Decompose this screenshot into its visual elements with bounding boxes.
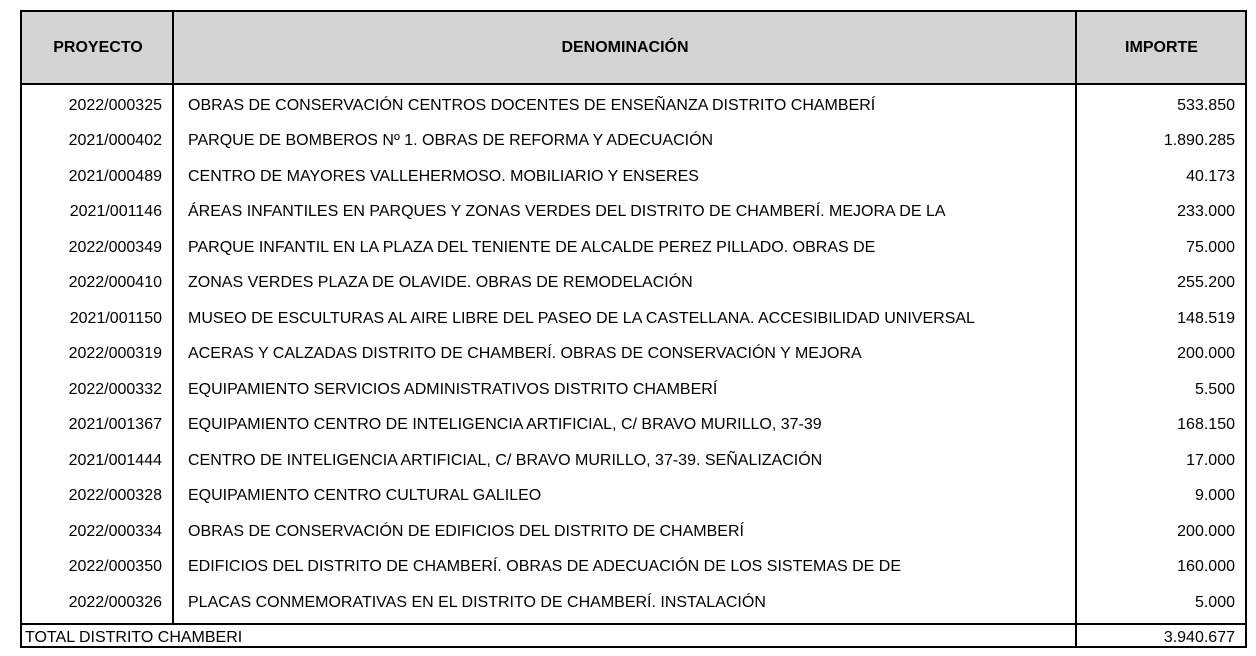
- table-row: [22, 585, 1245, 620]
- cell-importe: 160.000: [1177, 558, 1235, 576]
- cell-denominacion: ÁREAS INFANTILES EN PARQUES Y ZONAS VERDES DEL DISTRITO DE CHAMBERÍ. MEJORA DE LA: [188, 203, 946, 221]
- cell-importe: 148.519: [1177, 309, 1235, 327]
- cell-importe: 200.000: [1177, 345, 1235, 363]
- cell-denominacion: EQUIPAMIENTO SERVICIOS ADMINISTRATIVOS DISTRITO CHAMBERÍ: [188, 380, 718, 398]
- total-label: TOTAL DISTRITO CHAMBERI: [25, 628, 243, 646]
- budget-table: [20, 10, 1247, 648]
- cell-denominacion: CENTRO DE MAYORES VALLEHERMOSO. MOBILIARIO Y ENSERES: [188, 167, 699, 185]
- cell-proyecto: 2021/000402: [68, 132, 162, 150]
- cell-importe: 17.000: [1186, 451, 1235, 469]
- table-row: [22, 124, 1245, 159]
- table-row: [22, 372, 1245, 407]
- cell-proyecto: 2022/000410: [68, 274, 162, 292]
- cell-importe: 5.500: [1194, 380, 1235, 398]
- cell-proyecto: 2021/000489: [68, 167, 162, 185]
- table-row: [22, 159, 1245, 194]
- cell-denominacion: CENTRO DE INTELIGENCIA ARTIFICIAL, C/ BRAVO MURILLO, 37-39. SEÑALIZACIÓN: [188, 451, 823, 469]
- cell-importe: 168.150: [1177, 416, 1235, 434]
- cell-denominacion: EQUIPAMIENTO CENTRO CULTURAL GALILEO: [188, 487, 542, 505]
- cell-denominacion: MUSEO DE ESCULTURAS AL AIRE LIBRE DEL PASEO DE LA CASTELLANA. ACCESIBILIDAD UNIVERSAL: [188, 309, 975, 327]
- cell-denominacion: EDIFICIOS DEL DISTRITO DE CHAMBERÍ. OBRAS DE ADECUACIÓN DE LOS SISTEMAS DE DE: [188, 558, 902, 576]
- table-row: [22, 88, 1245, 123]
- cell-denominacion: OBRAS DE CONSERVACIÓN CENTROS DOCENTES DE ENSEÑANZA DISTRITO CHAMBERÍ: [188, 96, 876, 114]
- table-row: [22, 337, 1245, 372]
- header-importe: IMPORTE: [1125, 38, 1198, 56]
- cell-denominacion: PARQUE DE BOMBEROS Nº 1. OBRAS DE REFORMA Y ADECUACIÓN: [188, 132, 714, 150]
- table-row: [22, 408, 1245, 443]
- header-proyecto: PROYECTO: [53, 38, 143, 56]
- cell-proyecto: 2021/001444: [68, 451, 162, 469]
- cell-denominacion: PLACAS CONMEMORATIVAS EN EL DISTRITO DE CHAMBERÍ. INSTALACIÓN: [188, 593, 766, 611]
- cell-importe: 533.850: [1177, 96, 1235, 114]
- cell-proyecto: 2021/001367: [68, 416, 162, 434]
- table-row: [22, 479, 1245, 514]
- table-row: [22, 230, 1245, 265]
- cell-denominacion: ACERAS Y CALZADAS DISTRITO DE CHAMBERÍ. OBRAS DE CONSERVACIÓN Y MEJORA: [188, 345, 862, 363]
- cell-proyecto: 2021/001146: [69, 203, 162, 221]
- cell-denominacion: EQUIPAMIENTO CENTRO DE INTELIGENCIA ARTIFICIAL, C/ BRAVO MURILLO, 37-39: [188, 416, 822, 434]
- cell-proyecto: 2022/000349: [68, 238, 162, 256]
- cell-importe: 9.000: [1194, 487, 1235, 505]
- table-row: [22, 195, 1245, 230]
- cell-importe: 1.890.285: [1163, 132, 1235, 150]
- cell-importe: 200.000: [1177, 522, 1235, 540]
- total-value: 3.940.677: [1163, 628, 1235, 646]
- total-row: [22, 623, 1245, 650]
- header-denominacion: DENOMINACIÓN: [561, 38, 689, 56]
- cell-proyecto: 2022/000350: [68, 558, 162, 576]
- cell-proyecto: 2022/000332: [68, 380, 162, 398]
- cell-importe: 255.200: [1177, 274, 1235, 292]
- cell-proyecto: 2022/000334: [68, 522, 162, 540]
- cell-proyecto: 2022/000326: [68, 593, 162, 611]
- table-row: [22, 301, 1245, 336]
- cell-importe: 233.000: [1177, 203, 1235, 221]
- cell-importe: 5.000: [1194, 593, 1235, 611]
- table-header: [22, 12, 1245, 85]
- table-row: [22, 443, 1245, 478]
- cell-proyecto: 2022/000325: [68, 96, 162, 114]
- table-row: [22, 266, 1245, 301]
- cell-denominacion: ZONAS VERDES PLAZA DE OLAVIDE. OBRAS DE REMODELACIÓN: [188, 274, 693, 292]
- cell-importe: 75.000: [1186, 238, 1235, 256]
- cell-proyecto: 2022/000328: [68, 487, 162, 505]
- cell-denominacion: OBRAS DE CONSERVACIÓN DE EDIFICIOS DEL DISTRITO DE CHAMBERÍ: [188, 522, 744, 540]
- cell-denominacion: PARQUE INFANTIL EN LA PLAZA DEL TENIENTE DE ALCALDE PEREZ PILLADO. OBRAS DE: [188, 238, 876, 256]
- cell-importe: 40.173: [1186, 167, 1235, 185]
- cell-proyecto: 2022/000319: [68, 345, 162, 363]
- cell-proyecto: 2021/001150: [69, 309, 162, 327]
- table-row: [22, 550, 1245, 585]
- table-row: [22, 514, 1245, 549]
